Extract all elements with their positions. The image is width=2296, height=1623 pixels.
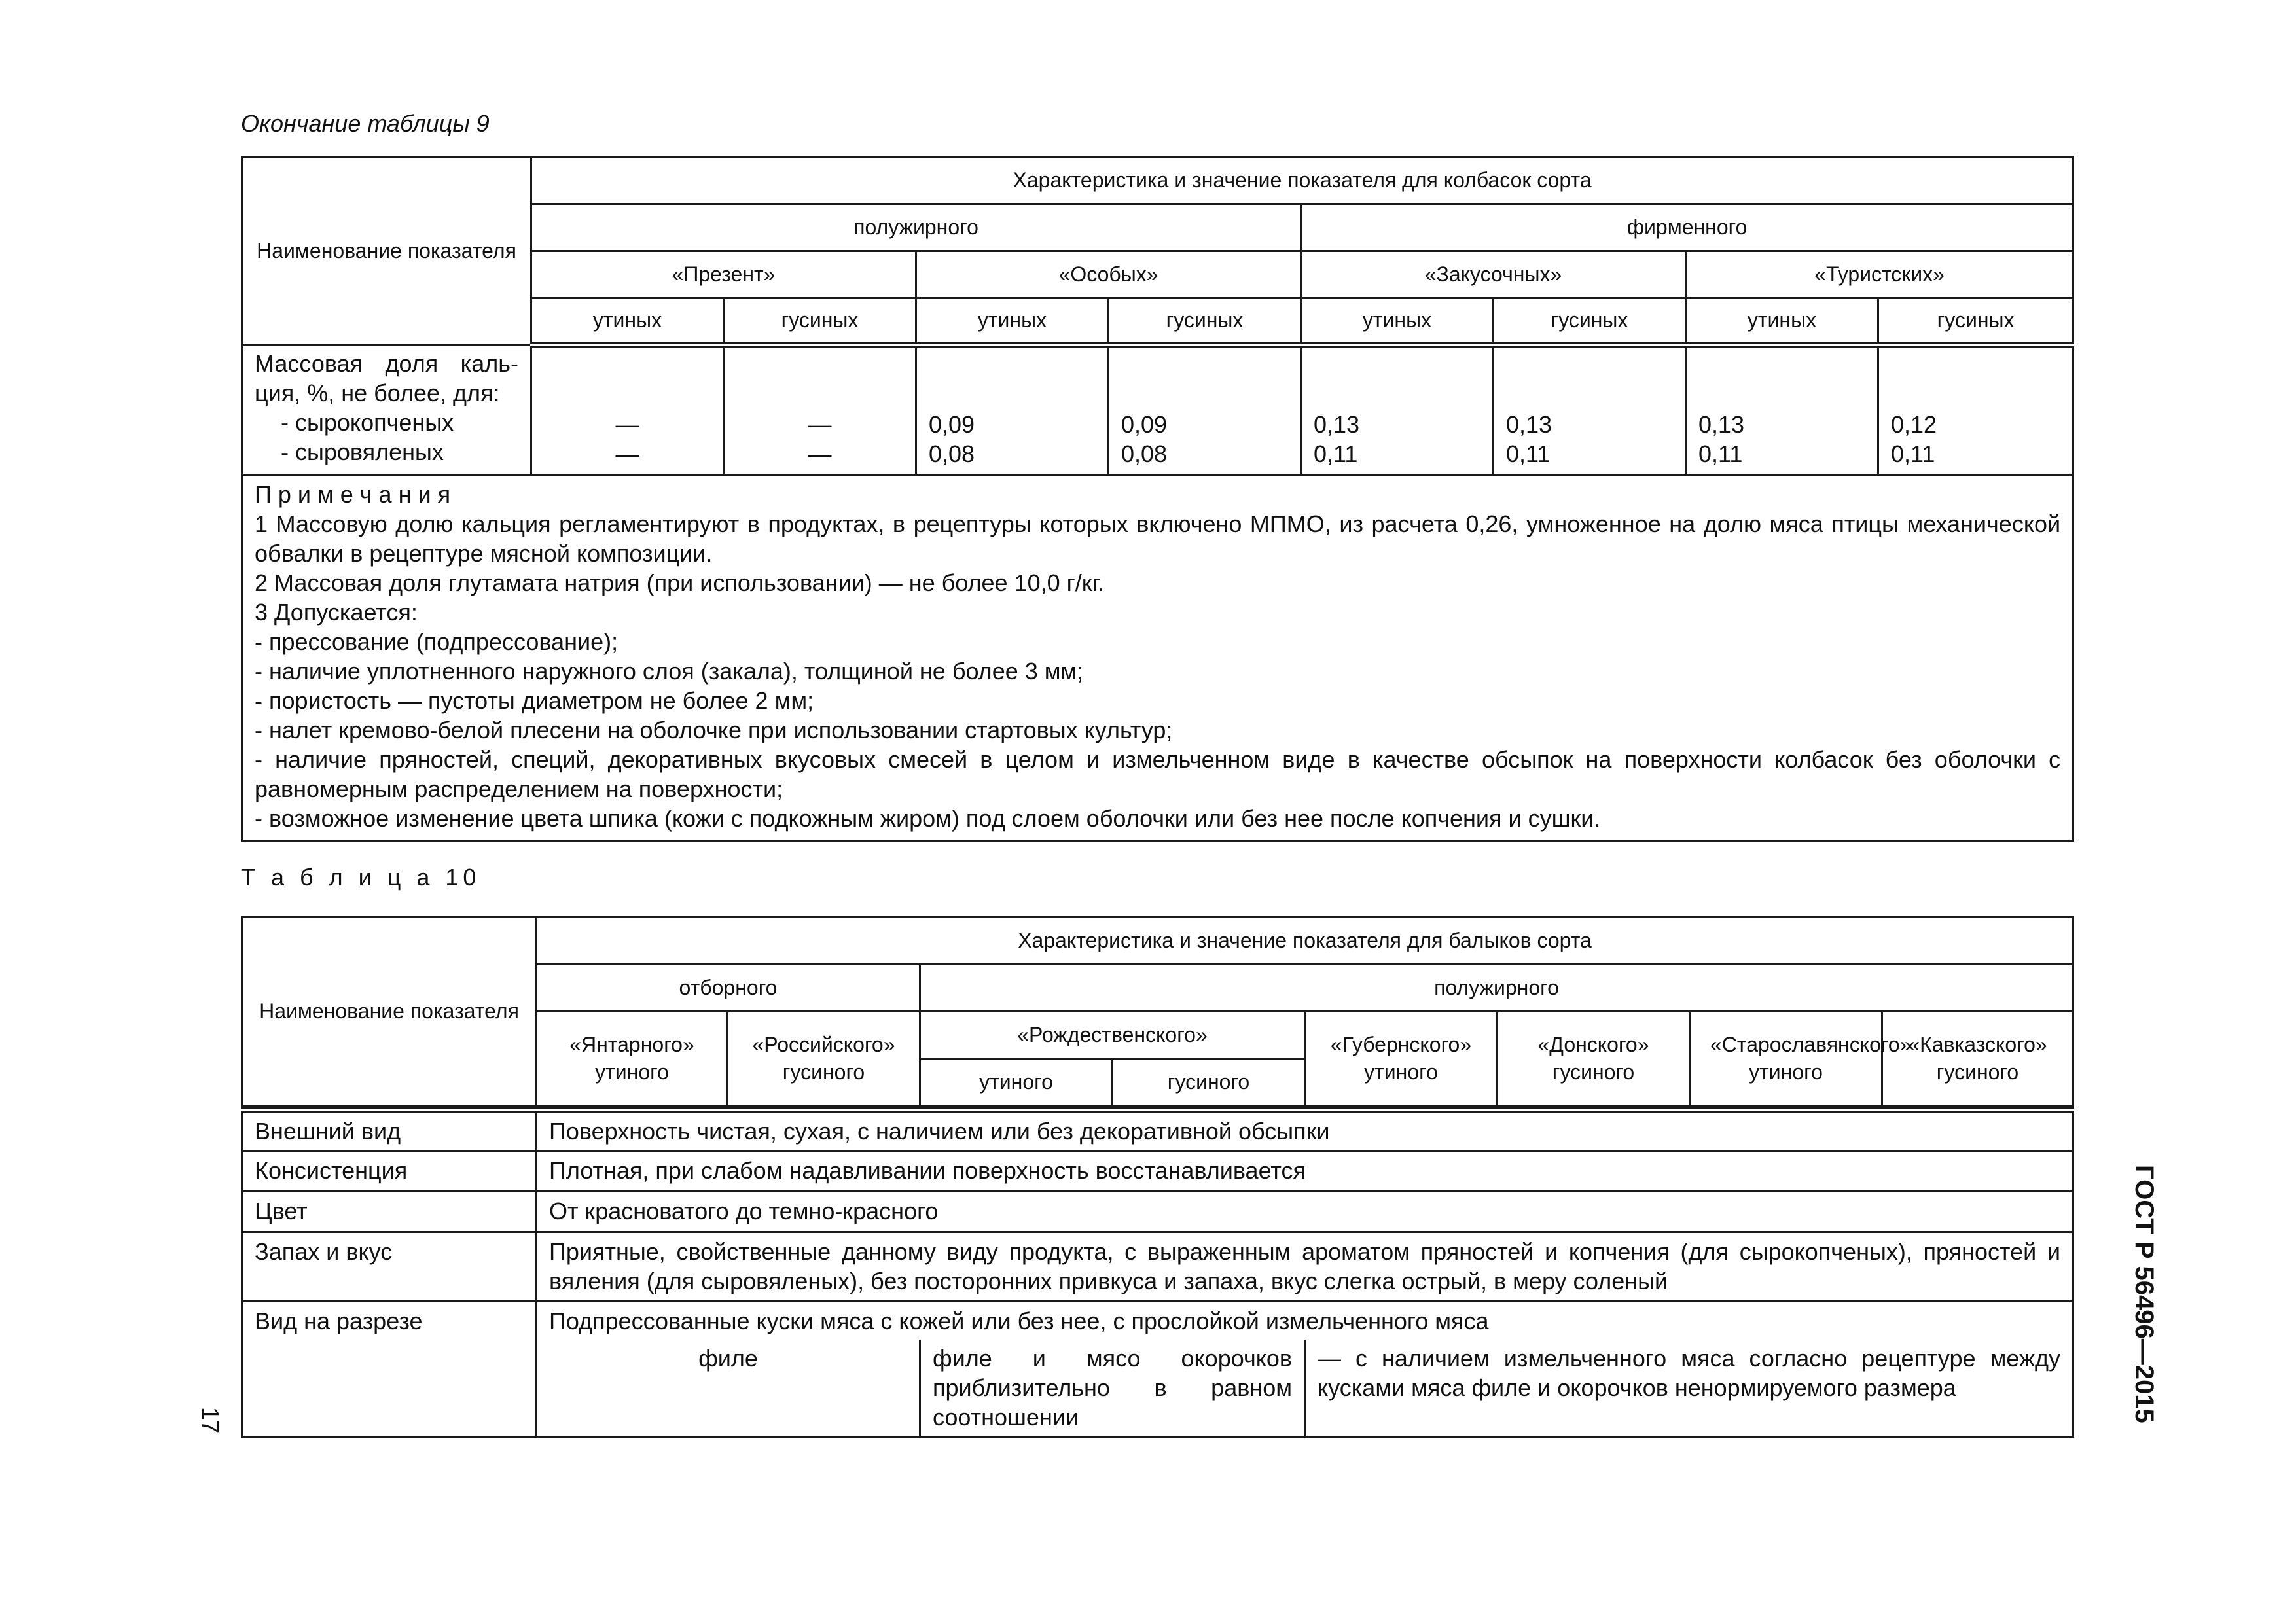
table9-bird-header: гусиных bbox=[724, 298, 916, 346]
note-line: - прессование (подпрессование); bbox=[255, 628, 619, 655]
value-smoked: 0,09 bbox=[929, 411, 975, 438]
note-line: 1 Массовую долю кальция регламентируют в продуктах, в рецептуры которых включено МПМО, из расчета 0,26, умноженное на долю мяса птицы механической обвалки в рецептуре мясной композиции. bbox=[255, 510, 2061, 567]
table10-variety-header: «Рождественского» bbox=[920, 1012, 1305, 1059]
table9-value-cell bbox=[1686, 346, 1878, 475]
table9-bird-header: утиных bbox=[1301, 298, 1494, 346]
note-line: - наличие уплотненного наружного слоя (закала), толщиной не более 3 мм; bbox=[255, 658, 1084, 685]
note-line: - пористость — пустоты диаметром не более 2 мм; bbox=[255, 687, 814, 714]
table9-value-cell bbox=[531, 346, 724, 475]
page-number: 17 bbox=[197, 1407, 224, 1434]
table9-notes bbox=[242, 475, 2073, 841]
table9-grade-header: фирменного bbox=[1301, 204, 2073, 251]
table9-row-label bbox=[242, 346, 531, 475]
document-side-title: ГОСТ Р 56496—2015 bbox=[2130, 1165, 2159, 1423]
table10-row-label: Цвет bbox=[242, 1192, 537, 1232]
table10-variety-header: «Янтарного» утиного bbox=[537, 1012, 728, 1106]
table10-row-value: Плотная, при слабом надавливании поверхность восстанавливается bbox=[537, 1151, 2073, 1192]
table9-variety-header: «Особых» bbox=[916, 251, 1301, 298]
value-dried: 0,11 bbox=[1698, 440, 1743, 467]
value-smoked: 0,13 bbox=[1314, 411, 1360, 438]
table10-variety-header: «Российского» гусиного bbox=[728, 1012, 920, 1106]
row-label-line: ция, %, не более, для: bbox=[255, 380, 500, 406]
table9-bird-header: гусиных bbox=[1878, 298, 2073, 346]
value-smoked: 0,12 bbox=[1891, 411, 1937, 438]
table10-bird-header: утиного bbox=[920, 1059, 1113, 1106]
table9-value-cell bbox=[916, 346, 1109, 475]
note-line: - наличие пряностей, специй, декоративных вкусовых смесей в целом и измельченном виде в качестве обсыпок на поверхности колбасок без оболочки с равномерным распределением на поверхности; bbox=[255, 746, 2061, 802]
table10-grade-header: полужирного bbox=[920, 965, 2073, 1012]
table10-variety-header: «Донского» гусиного bbox=[1498, 1012, 1690, 1106]
table10-row-value: Приятные, свойственные данному виду продукта, с выраженным ароматом пряностей и копчения (для сырокопченых), пряностей и вяления (для сыровяленых), без посторонних привкуса и запаха, вкус слегка острый, в меру соленый bbox=[537, 1232, 2073, 1302]
table10-bird-header: гусиного bbox=[1113, 1059, 1305, 1106]
table9-bird-header: утиных bbox=[531, 298, 724, 346]
note-line: 2 Массовая доля глутамата натрия (при использовании) — не более 10,0 г/кг. bbox=[255, 569, 1105, 596]
value-dried: — bbox=[615, 440, 639, 467]
value-dried: 0,11 bbox=[1314, 440, 1358, 467]
note-line: 3 Допускается: bbox=[255, 599, 418, 626]
table9-value-cell bbox=[1301, 346, 1494, 475]
table10-variety-header: «Старославянского» утиного bbox=[1690, 1012, 1882, 1106]
note-line: - возможное изменение цвета шпика (кожи с подкожным жиром) под слоем оболочки или без нее после копчения и сушки. bbox=[255, 805, 1601, 832]
table10-variety-header: «Губернского» утиного bbox=[1305, 1012, 1498, 1106]
value-smoked: 0,09 bbox=[1121, 411, 1168, 438]
table10-row-value: От красноватого до темно-красного bbox=[537, 1192, 2073, 1232]
value-smoked: — bbox=[615, 411, 639, 438]
table10-caption: Т а б л и ц а 10 bbox=[241, 864, 481, 891]
table10-row-label: Вид на разрезе bbox=[242, 1302, 537, 1437]
table10-top-header: Характеристика и значение показателя для балыков сорта bbox=[537, 918, 2073, 965]
value-smoked: 0,13 bbox=[1506, 411, 1552, 438]
value-dried: 0,08 bbox=[929, 440, 975, 467]
row-label-line: Массовая доля каль- bbox=[255, 350, 518, 377]
notes-title: П р и м е ч а н и я bbox=[255, 481, 451, 508]
table9-variety-header: «Туристских» bbox=[1686, 251, 2073, 298]
table10-row-label: Внешний вид bbox=[242, 1110, 537, 1151]
table9-value-cell bbox=[1109, 346, 1301, 475]
table10-cut-subvalue: филе и мясо окорочков приблизительно в равном соотношении bbox=[920, 1340, 1305, 1437]
table9-caption: Окончание таблицы 9 bbox=[241, 110, 490, 137]
table10-row-value: Подпрессованные куски мяса с кожей или без нее, с прослойкой измельченного мяса bbox=[537, 1302, 2073, 1340]
value-smoked: 0,13 bbox=[1698, 411, 1745, 438]
row-label-line: - сырокопченых bbox=[281, 409, 454, 436]
table9-grade-header: полужирного bbox=[531, 204, 1301, 251]
row-label-line: - сыровяленых bbox=[281, 438, 444, 465]
table9-top-header: Характеристика и значение показателя для колбасок сорта bbox=[531, 157, 2073, 204]
table10-grade-header: отборного bbox=[537, 965, 920, 1012]
table9-value-cell bbox=[724, 346, 916, 475]
table9-bird-header: гусиных bbox=[1494, 298, 1686, 346]
value-smoked: — bbox=[808, 411, 832, 438]
value-dried: 0,11 bbox=[1506, 440, 1551, 467]
table10-row-value: Поверхность чистая, сухая, с наличием или без декоративной обсыпки bbox=[537, 1110, 2073, 1151]
table9-variety-header: «Закусочных» bbox=[1301, 251, 1686, 298]
table-10 bbox=[241, 916, 2074, 1438]
table10-corner-header: Наименование показателя bbox=[242, 918, 537, 1106]
note-line: - налет кремово-белой плесени на оболочке при использовании стартовых культур; bbox=[255, 717, 1173, 743]
value-dried: 0,11 bbox=[1891, 440, 1935, 467]
table9-bird-header: утиных bbox=[916, 298, 1109, 346]
table-9 bbox=[241, 156, 2074, 842]
table9-variety-header: «Презент» bbox=[531, 251, 916, 298]
table9-value-cell bbox=[1878, 346, 2073, 475]
table9-bird-header: гусиных bbox=[1109, 298, 1301, 346]
table10-row-label: Консистенция bbox=[242, 1151, 537, 1192]
table9-value-cell bbox=[1494, 346, 1686, 475]
table10-cut-subvalue: филе bbox=[537, 1340, 920, 1437]
table9-corner-header: Наименование показателя bbox=[242, 157, 531, 346]
table10-variety-header: «Кавказского» гусиного bbox=[1882, 1012, 2073, 1106]
table9-bird-header: утиных bbox=[1686, 298, 1878, 346]
value-dried: 0,08 bbox=[1121, 440, 1168, 467]
table10-cut-subvalue: — с наличием измельченного мяса согласно рецептуре между кусками мяса филе и окорочков ненормируемого размера bbox=[1305, 1340, 2073, 1437]
table10-row-label: Запах и вкус bbox=[242, 1232, 537, 1302]
value-dried: — bbox=[808, 440, 832, 467]
